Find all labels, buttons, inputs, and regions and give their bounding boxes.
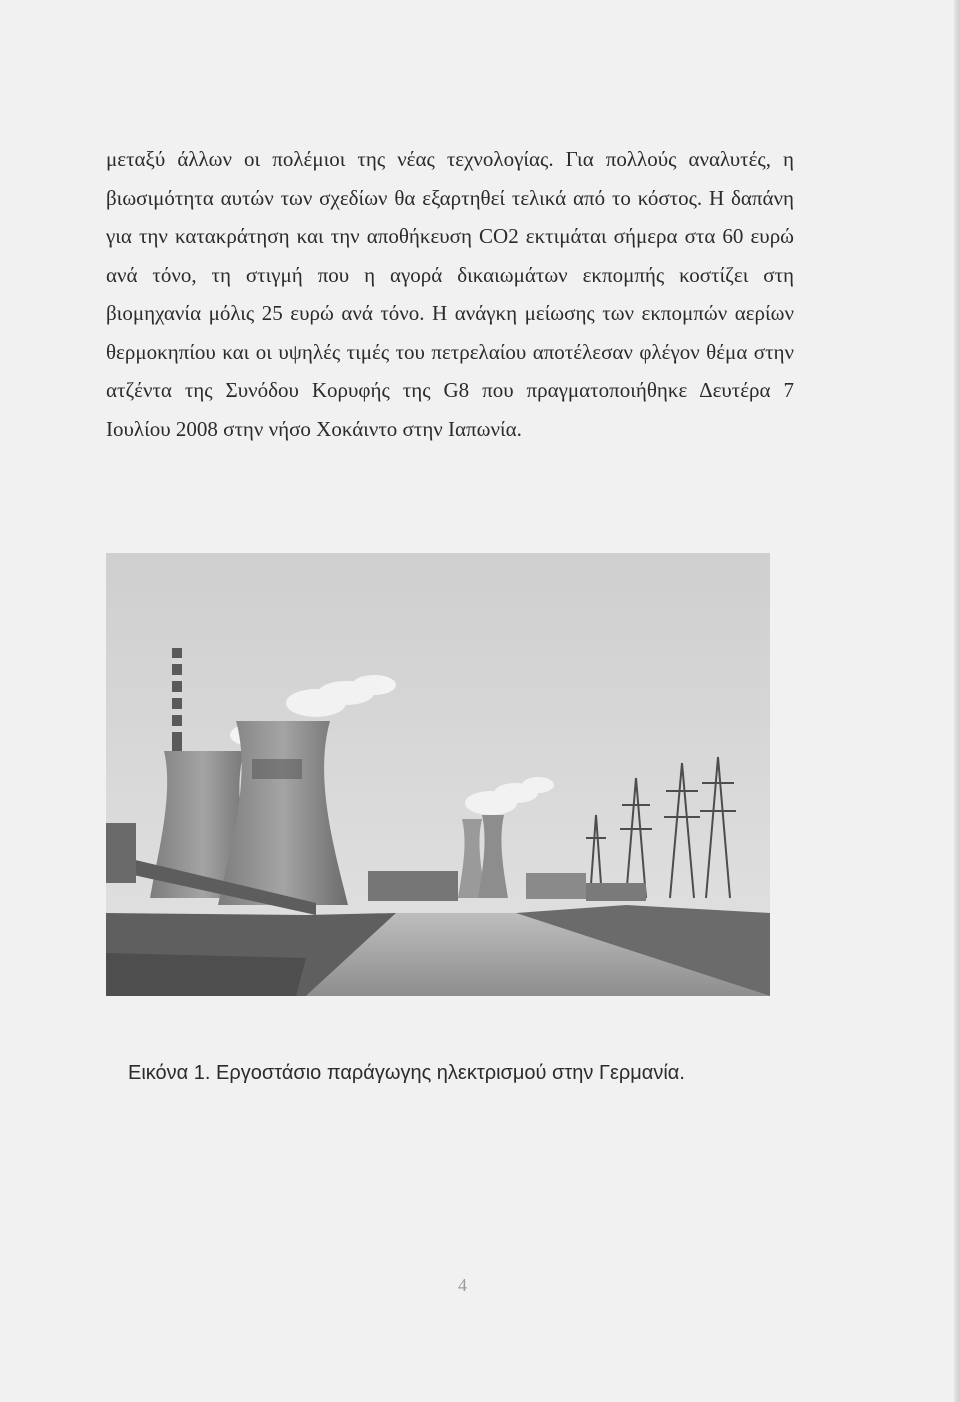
body-paragraph: μεταξύ άλλων οι πολέμιοι της νέας τεχνολογίας. Για πολλούς αναλυτές, η βιωσιμότητα αυτών των σχεδίων θα εξαρτηθεί τελικά από το κόστος. Η δαπάνη για την κατακράτηση και την αποθήκευση CO2 εκτιμάται σήμερα στα 60 ευρώ ανά τόνο, τη στιγμή που η αγορά δικαιωμάτων εκπομπής κοστίζει στη βιομηχανία μόλις 25 ευρώ ανά τόνο. Η ανάγκη μείωσης των εκπομπών αερίων θερμοκηπίου και οι υψηλές τιμές του πετρελαίου αποτέλεσαν φλέγον θέμα στην ατζέντα της Συνόδου Κορυφής της G8 που πραγματοποιήθηκε Δευτέρα 7 Ιουλίου 2008 στην νήσο Χοκάιντο στην Ιαπωνία. bbox=[106, 147, 794, 441]
power-plant-photo bbox=[106, 553, 770, 996]
power-plant-illustration bbox=[106, 553, 770, 996]
page-edge-shadow bbox=[954, 0, 960, 1402]
page-mark: 4 bbox=[458, 1275, 467, 1295]
figure-caption: Εικόνα 1. Εργοστάσιο παράγωγης ηλεκτρισμού στην Γερμανία. bbox=[128, 1062, 685, 1084]
